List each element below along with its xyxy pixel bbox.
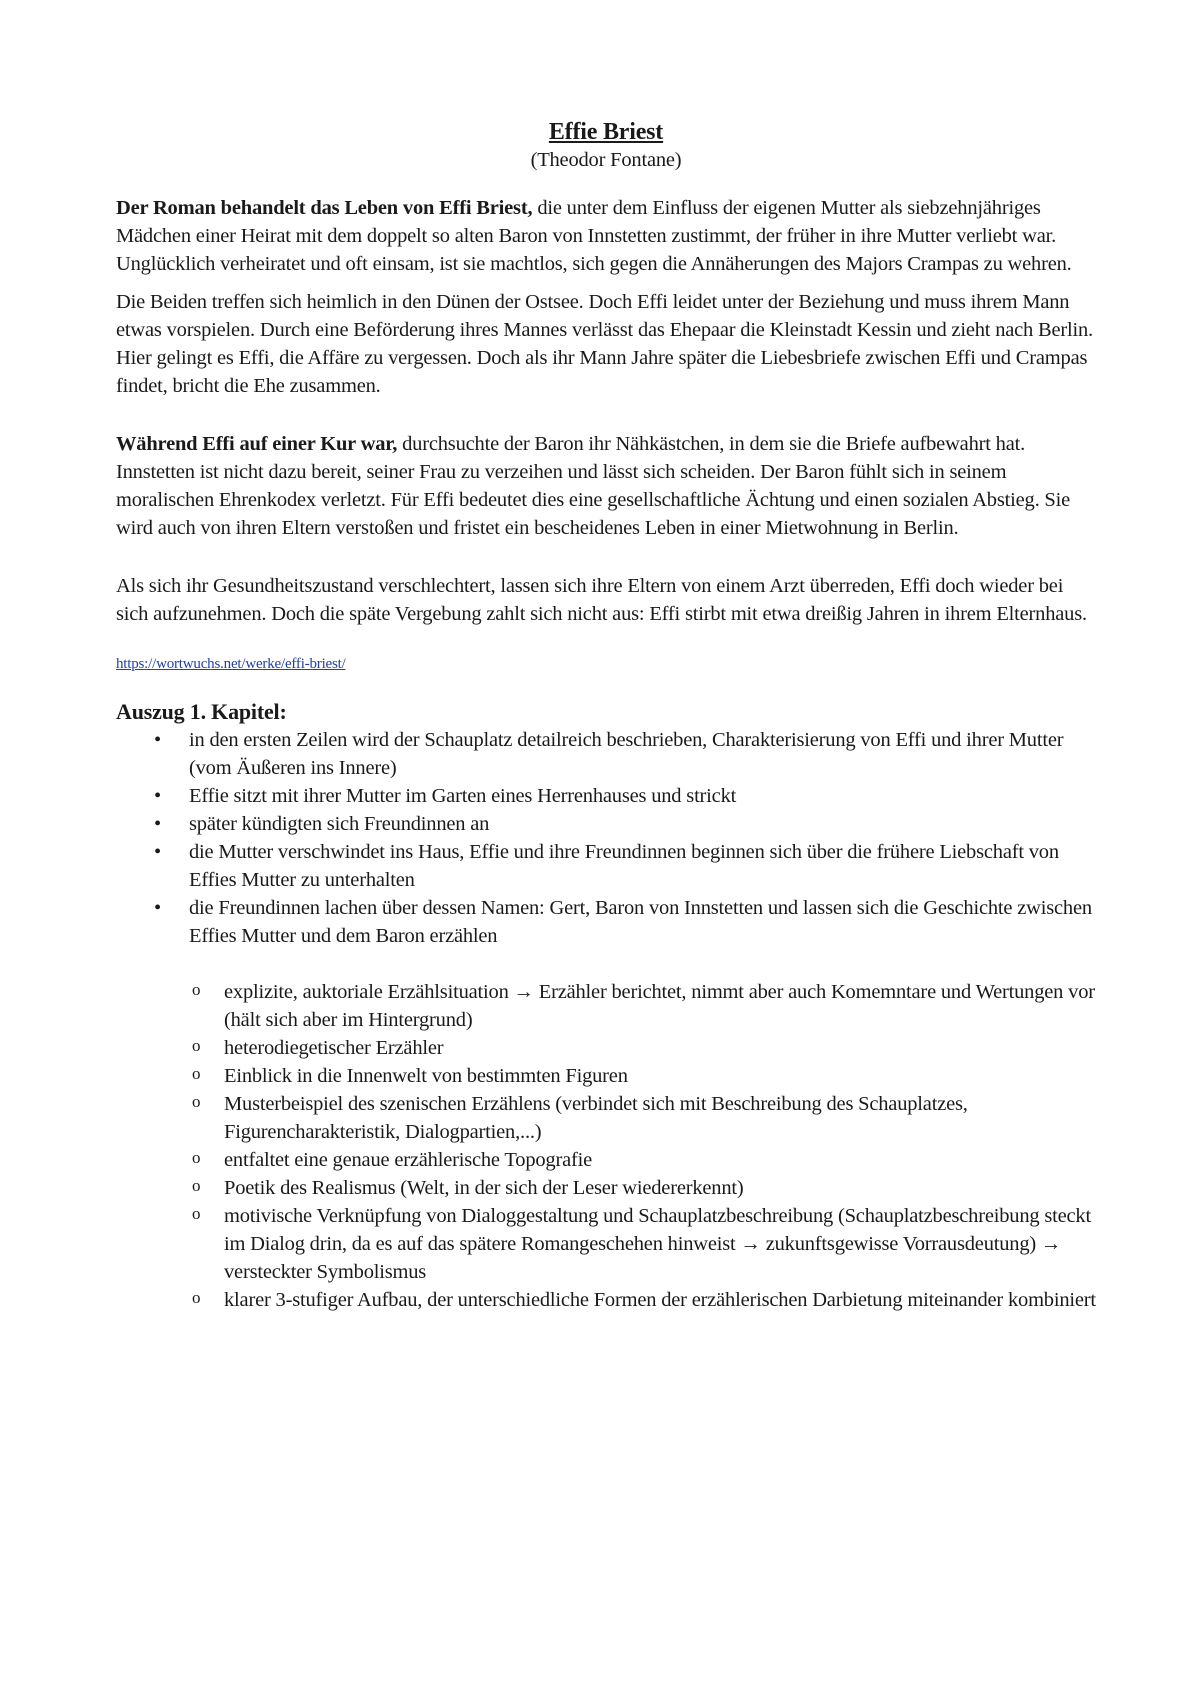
bullet-marker: •: [154, 729, 161, 751]
bullet-list: [116, 726, 1096, 950]
list-item-text: die Mutter verschwindet ins Haus, Effie und ihre Freundinnen beginnen sich über die frühere Liebschaft von Effies Mutter zu unterhalten: [189, 841, 1059, 891]
bullet-marker: •: [154, 785, 161, 807]
sub-list-item: [116, 1090, 1096, 1146]
paragraph-text: Die Beiden treffen sich heimlich in den Dünen der Ostsee. Doch Effi leidet unter der Beziehung und muss ihrem Mann etwas vorspielen. Durch eine Beförderung ihres Mannes verlässt das Ehepaar die Kleinstadt Kessin und zieht nach Berlin. Hier gelingt es Effi, die Affäre zu vergessen. Doch als ihr Mann Jahre später die Liebesbriefe zwischen Effi und Crampas findet, bricht die Ehe zusammen.: [116, 291, 1093, 397]
sub-list-item-text: Einblick in die Innenwelt von bestimmten Figuren: [224, 1065, 628, 1087]
bullet-marker: •: [154, 813, 161, 835]
paragraph-text: Als sich ihr Gesundheitszustand verschlechtert, lassen sich ihre Eltern von einem Arzt überreden, Effi doch wieder bei sich aufzunehmen. Doch die späte Vergebung zahlt sich nicht aus: Effi stirbt mit etwa dreißig Jahren in ihrem Elternhaus.: [116, 575, 1087, 625]
sub-list-item-text: explizite, auktoriale Erzählsituation → Erzähler berichtet, nimmt aber auch Komemntare und Wertungen vor (hält sich aber im Hintergrund): [224, 981, 1095, 1031]
sub-bullet-marker: o: [192, 1288, 201, 1307]
sub-list-item: [116, 1174, 1096, 1202]
sub-list-item: [116, 1062, 1096, 1090]
paragraph-lead: Der Roman behandelt das Leben von Effi Briest,: [116, 197, 533, 219]
sub-bullet-marker: o: [192, 980, 201, 999]
sub-bullet-marker: o: [192, 1176, 201, 1195]
document-author: (Theodor Fontane): [530, 149, 682, 171]
document-body: [116, 118, 1096, 1314]
list-item-text: Effie sitzt mit ihrer Mutter im Garten eines Herrenhauses und strickt: [189, 785, 737, 807]
source-link[interactable]: https://wortwuchs.net/werke/effi-briest/: [116, 656, 346, 672]
document-title: Effie Briest: [548, 119, 664, 145]
list-item: [116, 726, 1096, 782]
list-item: [116, 810, 1096, 838]
sub-bullet-marker: o: [192, 1204, 201, 1223]
sub-list-item-text: motivische Verknüpfung von Dialoggestaltung und Schauplatzbeschreibung (Schauplatzbeschreibung steckt im Dialog drin, da es auf das spätere Romangeschehen hinweist → zukunftsgewisse Vorrausdeutung) → versteckter Symbolismus: [224, 1205, 1091, 1283]
sub-list-item: [116, 1202, 1096, 1286]
paragraph-lead: Während Effi auf einer Kur war,: [116, 433, 398, 455]
sub-list-item-text: Poetik des Realismus (Welt, in der sich der Leser wiedererkennt): [224, 1177, 744, 1199]
paragraph-text: die unter dem Einfluss der eigenen Mutter als siebzehnjähriges Mädchen einer Heirat mit dem doppelt so alten Baron von Innstetten zustimmt, der früher in ihre Mutter verliebt war. Unglücklich verheiratet und oft einsam, ist sie machtlos, sich gegen die Annäherungen des Majors Crampas zu wehren.: [116, 197, 1072, 275]
paragraph-4: [116, 572, 1096, 628]
sub-list-item-text: Musterbeispiel des szenischen Erzählens (verbindet sich mit Beschreibung des Schauplatzes, Figurencharakteristik, Dialogpartien,...): [224, 1093, 968, 1143]
sub-list-item: [116, 1034, 1096, 1062]
list-item-text: später kündigten sich Freundinnen an: [189, 813, 490, 835]
bullet-marker: •: [154, 897, 161, 919]
sub-bullet-marker: o: [192, 1064, 201, 1083]
bullet-marker: •: [154, 841, 161, 863]
paragraph-1: [116, 194, 1096, 278]
sub-bullet-marker: o: [192, 1148, 201, 1167]
sub-list-item: [116, 1146, 1096, 1174]
sub-bullet-marker: o: [192, 1036, 201, 1055]
list-item-text: in den ersten Zeilen wird der Schauplatz detailreich beschrieben, Charakterisierung von Effi und ihrer Mutter (vom Äußeren ins Innere): [189, 729, 1064, 779]
list-item: [116, 838, 1096, 894]
sub-bullet-list: [116, 978, 1096, 1314]
sub-list-item: [116, 1286, 1096, 1314]
sub-list-item-text: entfaltet eine genaue erzählerische Topografie: [224, 1149, 593, 1171]
paragraph-text: durchsuchte der Baron ihr Nähkästchen, in dem sie die Briefe aufbewahrt hat. Innstetten ist nicht dazu bereit, seiner Frau zu verzeihen und lässt sich scheiden. Der Baron fühlt sich in seinem moralischen Ehrenkodex verletzt. Für Effi bedeutet dies eine gesellschaftliche Ächtung und einen sozialen Abstieg. Sie wird auch von ihren Eltern verstoßen und fristet ein bescheidenes Leben in einer Mietwohnung in Berlin.: [116, 433, 1071, 539]
list-item: [116, 782, 1096, 810]
list-item: [116, 894, 1096, 950]
section-title: Auszug 1. Kapitel:: [116, 699, 287, 724]
sub-list-item-text: heterodiegetischer Erzähler: [224, 1037, 444, 1059]
sub-list-item: [116, 978, 1096, 1034]
paragraph-2: [116, 288, 1096, 400]
paragraph-3: [116, 430, 1096, 542]
sub-list-item-text: klarer 3-stufiger Aufbau, der unterschiedliche Formen der erzählerischen Darbietung miteinander kombiniert: [224, 1289, 1096, 1311]
sub-bullet-marker: o: [192, 1092, 201, 1111]
list-item-text: die Freundinnen lachen über dessen Namen: Gert, Baron von Innstetten und lassen sich die Geschichte zwischen Effies Mutter und dem Baron erzählen: [189, 897, 1092, 947]
